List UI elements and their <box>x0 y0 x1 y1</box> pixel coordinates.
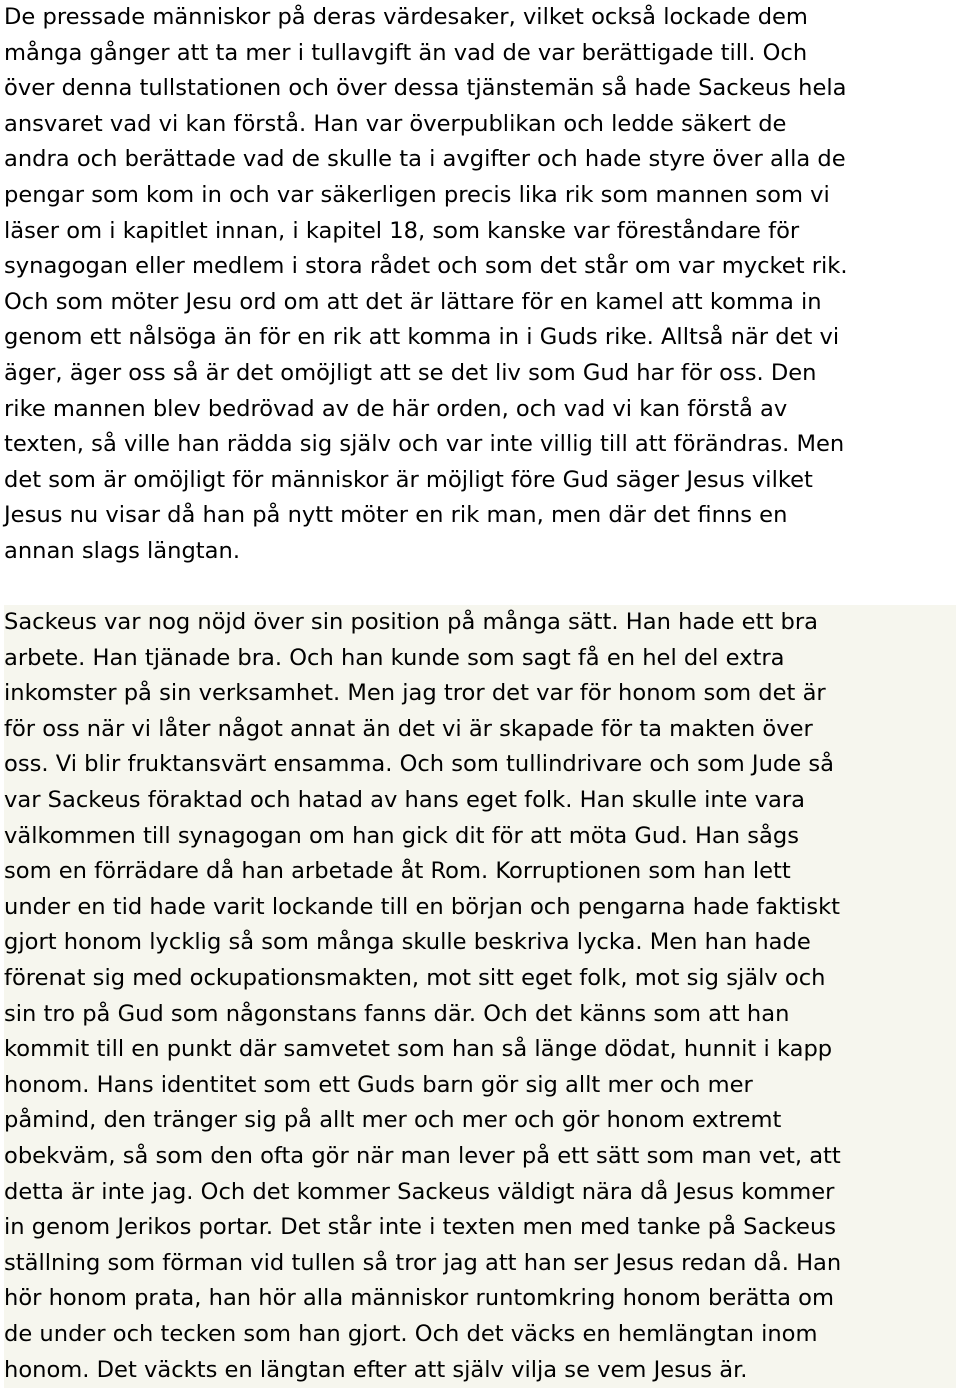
text-line: arbete. Han tjänade bra. Och han kunde som sagt få en hel del extra <box>4 644 785 671</box>
text-line: oss. Vi blir fruktansvärt ensamma. Och som tullindrivare och som Jude så <box>4 751 834 778</box>
text-line: honom. Hans identitet som ett Guds barn gör sig allt mer och mer <box>4 1071 753 1098</box>
text-line: ställning som förman vid tullen så tror jag att han ser Jesus redan då. Han <box>4 1249 842 1276</box>
text-line: sin tro på Gud som någonstans fanns där. Och det känns som att han <box>4 1000 790 1027</box>
text-line: pengar som kom in och var säkerligen precis lika rik som mannen som vi <box>4 181 830 208</box>
text-line: texten, så ville han rädda sig själv och var inte villig till att förändras. Men <box>4 431 845 458</box>
text-line: hör honom prata, han hör alla människor runtomkring honom berätta om <box>4 1285 835 1312</box>
text-line: obekväm, så som den ofta gör när man lever på ett sätt som man vet, att <box>4 1143 841 1169</box>
text-line: annan slags längtan. <box>4 537 241 564</box>
text-line: gjort honom lycklig så som många skulle beskriva lycka. Men han hade <box>4 929 811 956</box>
text-line: var Sackeus föraktad och hatad av hans eget folk. Han skulle inte vara <box>4 787 805 814</box>
text-line: ansvaret vad vi kan förstå. Han var överpublikan och ledde säkert de <box>4 110 787 137</box>
text-line: Sackeus var nog nöjd över sin position på många sätt. Han hade ett bra <box>4 609 818 636</box>
document-page <box>4 0 956 1388</box>
paragraph-2 <box>4 605 956 1388</box>
text-line: många gånger att ta mer i tullavgift än vad de var berättigade till. Och <box>4 39 808 66</box>
text-line: påmind, den tränger sig på allt mer och mer och gör honom extremt <box>4 1107 782 1134</box>
text-line: över denna tullstationen och över dessa tjänstemän så hade Sackeus hela <box>4 75 847 102</box>
text-line: andra och berättade vad de skulle ta i avgifter och hade styre över alla de <box>4 146 846 173</box>
paragraph-spacer <box>4 570 956 606</box>
text-line: honom. Det väckts en längtan efter att själv vilja se vem Jesus är. <box>4 1356 748 1383</box>
text-line: rike mannen blev bedrövad av de här orden, och vad vi kan förstå av <box>4 395 788 422</box>
text-line: De pressade människor på deras värdesaker, vilket också lockade dem <box>4 4 808 30</box>
text-line: under en tid hade varit lockande till en början och pengarna hade faktiskt <box>4 893 841 920</box>
text-line: detta är inte jag. Och det kommer Sackeus väldigt nära då Jesus kommer <box>4 1178 835 1205</box>
text-line: Och som möter Jesu ord om att det är lättare för en kamel att komma in <box>4 288 822 315</box>
text-line: inkomster på sin verksamhet. Men jag tror det var för honom som det är <box>4 680 826 707</box>
text-line: som en förrädare då han arbetade åt Rom. Korruptionen som han lett <box>4 858 791 885</box>
text-line: äger, äger oss så är det omöjligt att se det liv som Gud har för oss. Den <box>4 359 817 386</box>
text-line: genom ett nålsöga än för en rik att komma in i Guds rike. Alltså när det vi <box>4 324 840 351</box>
text-line: in genom Jerikos portar. Det står inte i texten men med tanke på Sackeus <box>4 1214 837 1241</box>
paragraph-1 <box>4 0 956 570</box>
text-line: det som är omöjligt för människor är möjligt före Gud säger Jesus vilket <box>4 466 813 493</box>
text-line: de under och tecken som han gjort. Och det väcks en hemlängtan inom <box>4 1320 818 1347</box>
text-line: läser om i kapitlet innan, i kapitel 18, som kanske var föreståndare för <box>4 217 800 244</box>
text-line: för oss när vi låter något annat än det vi är skapade för ta makten över <box>4 715 813 742</box>
text-line: kommit till en punkt där samvetet som han så länge dödat, hunnit i kapp <box>4 1036 833 1063</box>
text-line: förenat sig med ockupationsmakten, mot sitt eget folk, mot sig själv och <box>4 965 826 992</box>
text-line: Jesus nu visar då han på nytt möter en rik man, men där det finns en <box>4 502 788 529</box>
text-line: synagogan eller medlem i stora rådet och som det står om var mycket rik. <box>4 253 848 280</box>
text-line: välkommen till synagogan om han gick dit för att möta Gud. Han sågs <box>4 822 800 849</box>
